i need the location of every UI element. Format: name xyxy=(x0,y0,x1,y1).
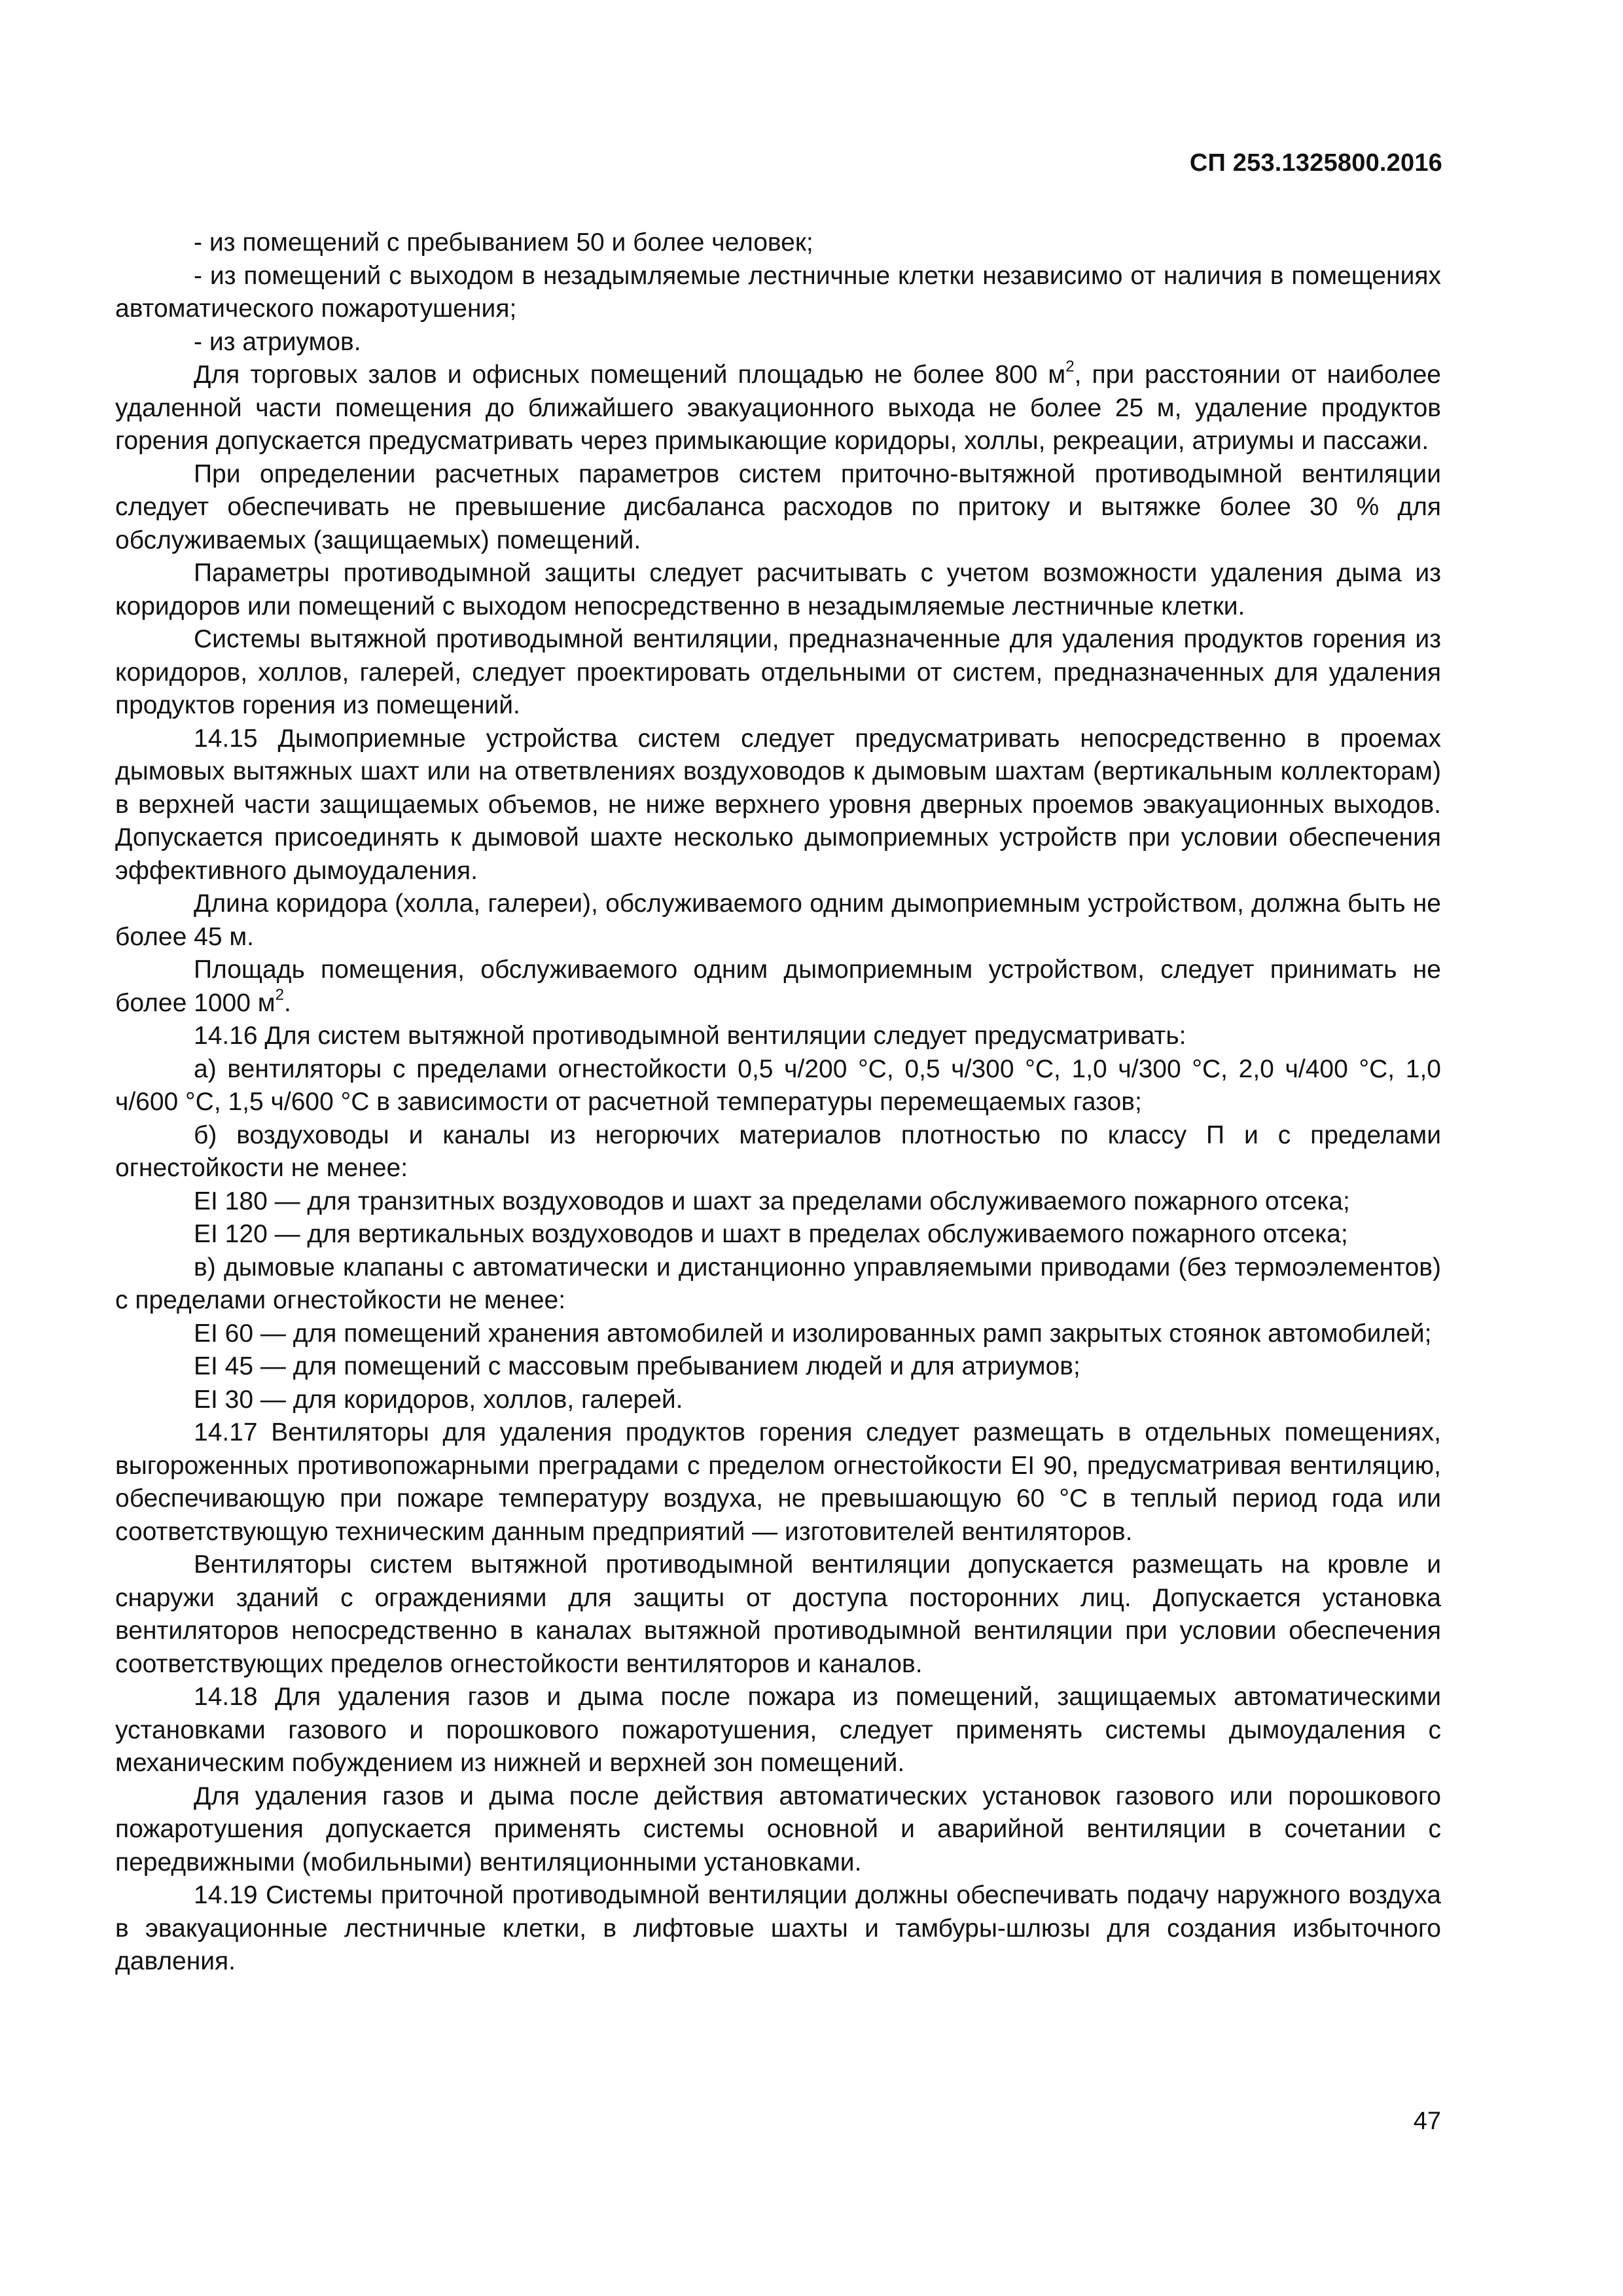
superscript: 2 xyxy=(1065,357,1075,376)
paragraph: EI 180 — для транзитных воздуховодов и шахт за пределами обслуживаемого пожарного отсека; xyxy=(194,1187,1350,1215)
paragraph: в) дымовые клапаны с автоматически и дистанционно управляемыми приводами (без термоэлементов) с пределами огнестойкости не менее: xyxy=(115,1253,1441,1314)
paragraph: Для торговых залов и офисных помещений площадью не более 800 $м^2$, при расстоянии от наиболее удаленной части помещения до ближайшего эвакуационного выхода не более 25 м, удаление продуктов горения допускается предусматривать через примыкающие коридоры, холлы, рекреации, атриумы и пассажи. xyxy=(115,357,1441,455)
paragraph: - из помещений с пребыванием 50 и более человек; xyxy=(194,228,813,257)
paragraph: 14.17 Вентиляторы для удаления продуктов горения следует размещать в отдельных помещениях, выгороженных противопожарными преградами с пределом огнестойкости EI 90, предусматривая вентиляцию, обеспечивающую при пожаре температуру воздуха, не превышающую 60 °С в теплый период года или соответствующую техническим данным предприятий — изготовителей вентиляторов. xyxy=(115,1418,1441,1546)
superscript: 2 xyxy=(275,986,285,1004)
paragraph: Длина коридора (холла, галереи), обслуживаемого одним дымоприемным устройством, должна быть не более 45 м. xyxy=(115,889,1441,951)
paragraph: Для удаления газов и дыма после действия автоматических установок газового или порошкового пожаротушения допускается применять системы основной и аварийной вентиляции в сочетании с передвижными (мобильными) вентиляционными установками. xyxy=(115,1782,1441,1876)
paragraph: а) вентиляторы с пределами огнестойкости 0,5 ч/200 °С, 0,5 ч/300 °С, 1,0 ч/300 °С, 2,0 ч/400 °С, 1,0 ч/600 °С, 1,5 ч/600 °С в зависимости от расчетной температуры перемещаемых газов; xyxy=(115,1054,1441,1116)
document-code-header: СП 253.1325800.2016 xyxy=(1189,149,1442,177)
paragraph: 14.19 Системы приточной противодымной вентиляции должны обеспечивать подачу наружного воздуха в эвакуационные лестничные клетки, в лифтовые шахты и тамбуры-шлюзы для создания избыточного давления. xyxy=(115,1881,1441,1975)
paragraph: EI 60 — для помещений хранения автомобилей и изолированных рамп закрытых стоянок автомобилей; xyxy=(194,1319,1432,1348)
page-number: 47 xyxy=(1413,2108,1441,2135)
paragraph: - из атриумов. xyxy=(194,327,361,356)
paragraph: При определении расчетных параметров систем приточно-вытяжной противодымной вентиляции следует обеспечивать не превышение дисбаланса расходов по притоку и вытяжке более 30 % для обслуживаемых (защищаемых) помещений. xyxy=(115,459,1441,554)
paragraph: EI 120 — для вертикальных воздуховодов и шахт в пределах обслуживаемого пожарного отсека; xyxy=(194,1220,1348,1248)
document-body xyxy=(115,226,1441,1979)
paragraph: б) воздуховоды и каналы из негорючих материалов плотностью по классу П и с пределами огнестойкости не менее: xyxy=(115,1121,1441,1182)
paragraph: 14.15 Дымоприемные устройства систем следует предусматривать непосредственно в проемах дымовых вытяжных шахт или на ответвлениях воздуховодов к дымовым шахтам (вертикальным коллекторам) в верхней части защищаемых объемов, не ниже верхнего уровня дверных проемов эвакуационных выходов. Допускается присоединять к дымовой шахте несколько дымоприемных устройств при условии обеспечения эффективного дымоудаления. xyxy=(115,724,1441,885)
paragraph: Площадь помещения, обслуживаемого одним дымоприемным устройством, следует принимать не более 1000 $м^2$. xyxy=(115,956,1441,1017)
paragraph: EI 45 — для помещений с массовым пребыванием людей и для атриумов; xyxy=(194,1352,1080,1380)
paragraph: Системы вытяжной противодымной вентиляции, предназначенные для удаления продуктов горения из коридоров, холлов, галерей, следует проектировать отдельными от систем, предназначенных для удаления продуктов горения из помещений. xyxy=(115,625,1441,719)
paragraph: 14.16 Для систем вытяжной противодымной вентиляции следует предусматривать: xyxy=(194,1022,1186,1050)
paragraph: - из помещений с выходом в незадымляемые лестничные клетки независимо от наличия в помещениях автоматического пожаротушения; xyxy=(115,261,1441,323)
paragraph: 14.18 Для удаления газов и дыма после пожара из помещений, защищаемых автоматическими установками газового и порошкового пожаротушения, следует применять системы дымоудаления с механическим побуждением из нижней и верхней зон помещений. xyxy=(115,1683,1441,1777)
paragraph: Вентиляторы систем вытяжной противодымной вентиляции допускается размещать на кровле и снаружи зданий с ограждениями для защиты от доступа посторонних лиц. Допускается установка вентиляторов непосредственно в каналах вытяжной противодымной вентиляции при условии обеспечения соответствующих пределов огнестойкости вентиляторов и каналов. xyxy=(115,1551,1441,1678)
paragraph: Параметры противодымной защиты следует расчитывать с учетом возможности удаления дыма из коридоров или помещений с выходом непосредственно в незадымляемые лестничные клетки. xyxy=(115,559,1441,620)
paragraph: EI 30 — для коридоров, холлов, галерей. xyxy=(194,1385,683,1414)
